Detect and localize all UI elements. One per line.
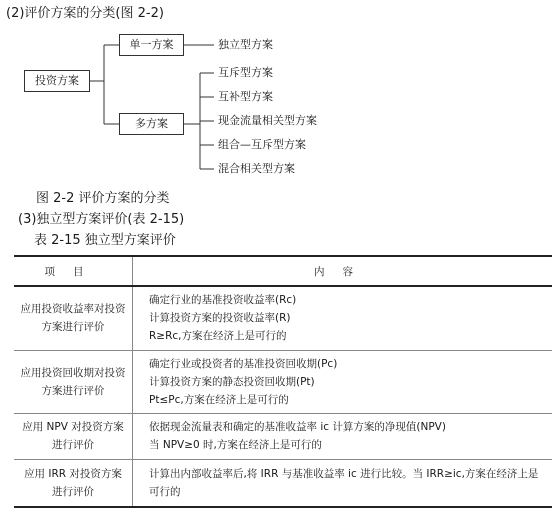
header-content: 内容 [133,256,553,286]
row-item: 应用 IRR 对投资方案进行评价 [14,459,133,507]
tree-root-node: 投资方案 [24,70,90,92]
tree-leaf-cashflow-related: 现金流量相关型方案 [218,114,317,127]
row-content [133,459,553,507]
header-item: 项目 [14,256,133,286]
content-line: R≥Rc,方案在经济上是可行的 [149,330,287,343]
section-3-heading: (3)独立型方案评价(表 2-15) [18,212,185,227]
tree-leaf-complementary: 互补型方案 [218,90,273,103]
table-header-row [14,256,552,286]
table-row [14,413,552,459]
content-line: Pt≤Pc,方案在经济上是可行的 [149,393,289,406]
row-content [133,413,553,459]
row-item: 应用投资收益率对投资方案进行评价 [14,286,133,350]
evaluation-table [14,255,552,508]
table-row [14,350,552,413]
tree-leaf-independent: 独立型方案 [218,38,273,51]
tree-leaf-combination-exclusive: 组合—互斥型方案 [218,138,306,151]
row-item: 应用 NPV 对投资方案进行评价 [14,413,133,459]
content-line: 计算投资方案的投资收益率(R) [149,312,291,325]
table-caption: 表 2-15 独立型方案评价 [34,233,176,248]
content-line: 确定行业的基准投资收益率(Rc) [149,294,297,307]
tree-single-node: 单一方案 [119,34,184,56]
section-2-heading: (2)评价方案的分类(图 2-2) [6,6,164,21]
figure-caption: 图 2-2 评价方案的分类 [36,191,170,206]
row-content [133,286,553,350]
row-content [133,350,553,413]
table-row [14,459,552,507]
tree-leaf-mixed-related: 混合相关型方案 [218,162,295,175]
content-line: 计算出内部收益率后,将 IRR 与基准收益率 ic 进行比较。当 IRR≥ic,方案在经济上是可行的 [149,467,539,498]
tree-multi-node: 多方案 [119,113,184,135]
row-item: 应用投资回收期对投资方案进行评价 [14,350,133,413]
content-line: 确定行业或投资者的基准投资回收期(Pc) [149,357,338,370]
content-line: 依据现金流量表和确定的基准收益率 ic 计算方案的净现值(NPV) [149,421,446,433]
content-line: 当 NPV≥0 时,方案在经济上是可行的 [149,439,322,451]
tree-leaf-mutually-exclusive: 互斥型方案 [218,66,273,79]
content-line: 计算投资方案的静态投资回收期(Pt) [149,375,315,388]
table-row [14,286,552,350]
